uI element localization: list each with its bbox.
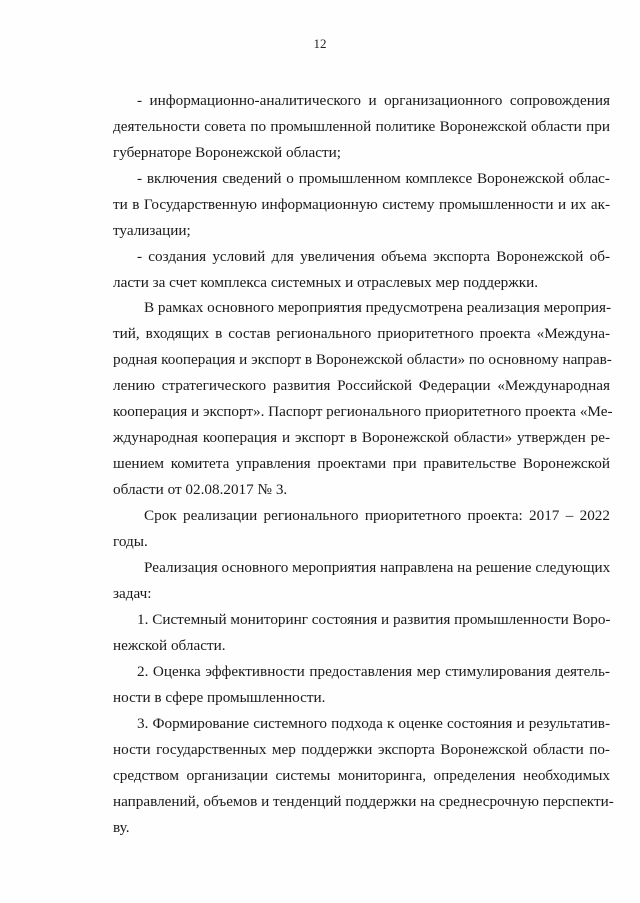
paragraph-line: Срок реализации регионального приоритетного проекта: 2017 – 2022: [144, 507, 610, 524]
paragraph-line: В рамках основного мероприятия предусмотрена реализация мероприя-: [144, 299, 612, 316]
paragraph-line: - информационно-аналитического и организационного сопровождения: [137, 92, 610, 109]
page-number: 12: [313, 36, 327, 51]
paragraph-line: губернаторе Воронежской области;: [113, 144, 341, 161]
paragraph-line: шением комитета управления проектами при правительстве Воронежской: [113, 455, 610, 472]
paragraph-line: туализации;: [113, 222, 191, 239]
paragraph-line: родная кооперация и экспорт в Воронежской области» по основному направ-: [113, 351, 612, 368]
list-item-line: ности государственных мер поддержки экспорта Воронежской области по-: [113, 741, 610, 758]
list-item-line: ности в сфере промышленности.: [113, 689, 326, 706]
paragraph-line: области от 02.08.2017 № 3.: [113, 481, 288, 498]
list-item-line: нежской области.: [113, 637, 226, 654]
paragraph-line: годы.: [113, 533, 148, 550]
paragraph-line: деятельности совета по промышленной политике Воронежской области при: [113, 118, 610, 135]
paragraph-line: - создания условий для увеличения объема экспорта Воронежской об-: [137, 248, 610, 265]
paragraph-line: задач:: [113, 585, 152, 602]
list-item-line: ву.: [113, 819, 130, 836]
list-item-line: направлений, объемов и тенденций поддержки на среднесрочную перспекти-: [113, 793, 614, 810]
paragraph-line: ждународная кооперация и экспорт в Воронежской области» утвержден ре-: [113, 429, 610, 446]
paragraph-line: лению стратегического развития Российской Федерации «Международная: [113, 377, 610, 394]
paragraph-line: Реализация основного мероприятия направлена на решение следующих: [144, 559, 611, 576]
list-item-line: 3. Формирование системного подхода к оценке состояния и результатив-: [137, 715, 610, 732]
list-item-line: средством организации системы мониторинга, определения необходимых: [113, 767, 610, 784]
list-item-line: 2. Оценка эффективности предоставления мер стимулирования деятель-: [137, 663, 610, 680]
list-item-line: 1. Системный мониторинг состояния и развития промышленности Воро-: [137, 611, 611, 628]
paragraph-line: - включения сведений о промышленном комплексе Воронежской облас-: [137, 170, 610, 187]
paragraph-line: тий, входящих в состав регионального приоритетного проекта «Междуна-: [113, 325, 610, 342]
paragraph-line: ти в Государственную информационную систему промышленности и их ак-: [113, 196, 610, 213]
paragraph-line: ласти за счет комплекса системных и отраслевых мер поддержки.: [113, 274, 539, 291]
paragraph-line: кооперация и экспорт». Паспорт регионального приоритетного проекта «Ме-: [113, 403, 613, 420]
